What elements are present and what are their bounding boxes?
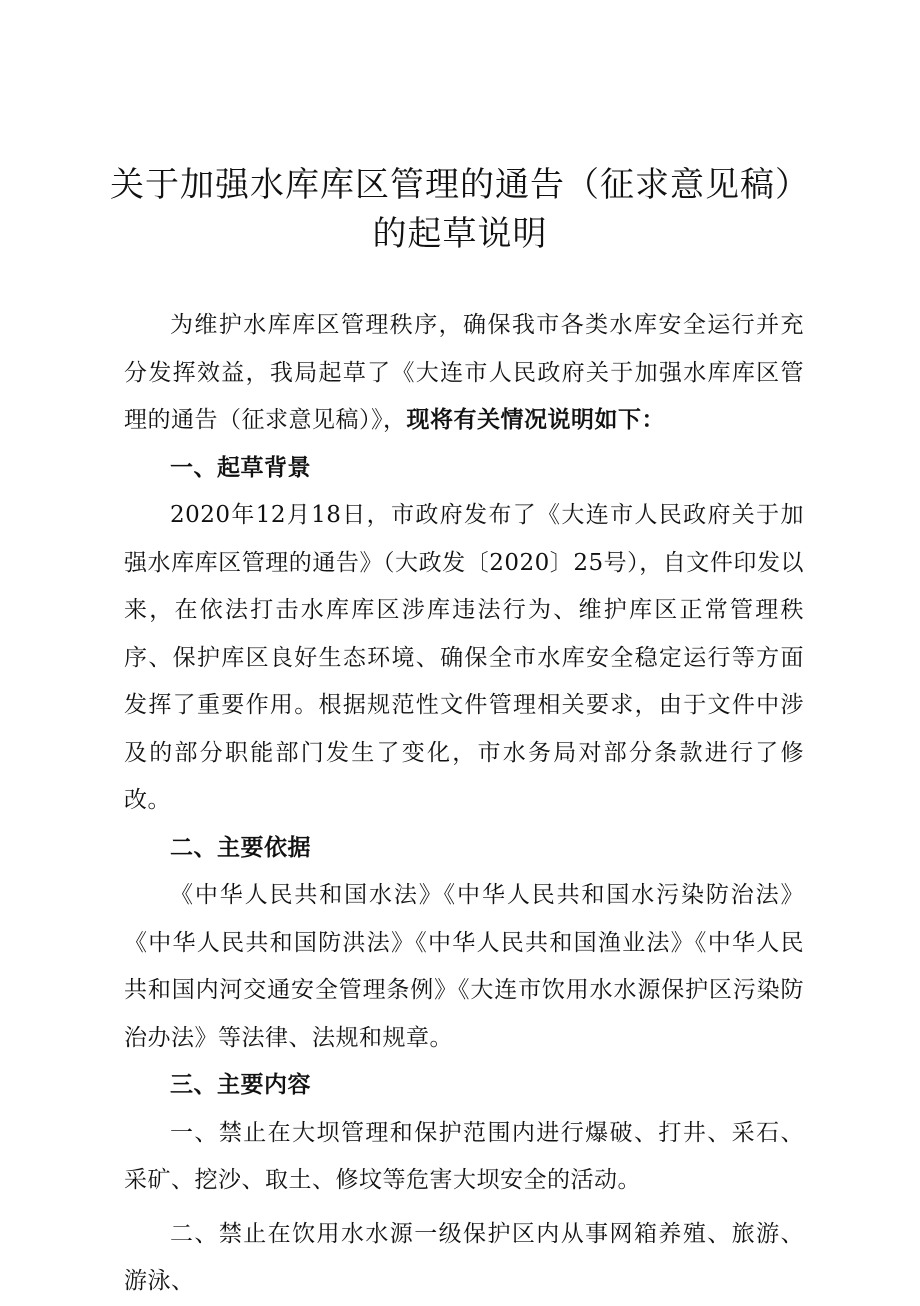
section-heading-content: 三、主要内容: [170, 1072, 311, 1098]
intro-bold-text: 现将有关情况说明如下：: [406, 407, 665, 433]
document-title-line2: 的起草说明: [372, 214, 548, 254]
content-item-2: 二、禁止在饮用水水源一级保护区内从事网箱养殖、旅游、游泳、: [124, 1220, 804, 1294]
section-heading-basis: 二、主要依据: [170, 834, 311, 861]
intro-paragraph: [124, 302, 804, 445]
basis-paragraph: 《中华人民共和国水法》《中华人民共和国水污染防治法》《中华人民共和国防洪法》《中华人民共和国渔业法》《中华人民共和国内河交通安全管理条例》《大连市饮用水水源保护区污染防治办法》等法律、法规和规章。: [124, 882, 804, 1051]
document-title-line1: 关于加强水库库区管理的通告（征求意见稿）: [110, 165, 810, 205]
section-heading-background: 一、起草背景: [170, 454, 311, 481]
document-body: [124, 302, 804, 1306]
content-item-1: 一、禁止在大坝管理和保护范围内进行爆破、打井、采石、采矿、挖沙、取土、修坟等危害大坝安全的活动。: [124, 1119, 804, 1193]
intro-text: 为维护水库库区管理秩序，确保我市各类水库安全运行并充分发挥效益，我局起草了《大连市人民政府关于加强水库库区管理的通告（征求意见稿）》，: [124, 312, 804, 433]
background-paragraph: 2020年12月18日，市政府发布了《大连市人民政府关于加强水库库区管理的通告》（大政发〔2020〕25号），自文件印发以来，在依法打击水库库区涉库违法行为、维护库区正常管理秩序、保护库区良好生态环境、确保全市水库安全稳定运行等方面发挥了重要作用。根据规范性文件管理相关要求，由于文件中涉及的部分职能部门发生了变化，市水务局对部分条款进行了修改。: [124, 502, 804, 813]
